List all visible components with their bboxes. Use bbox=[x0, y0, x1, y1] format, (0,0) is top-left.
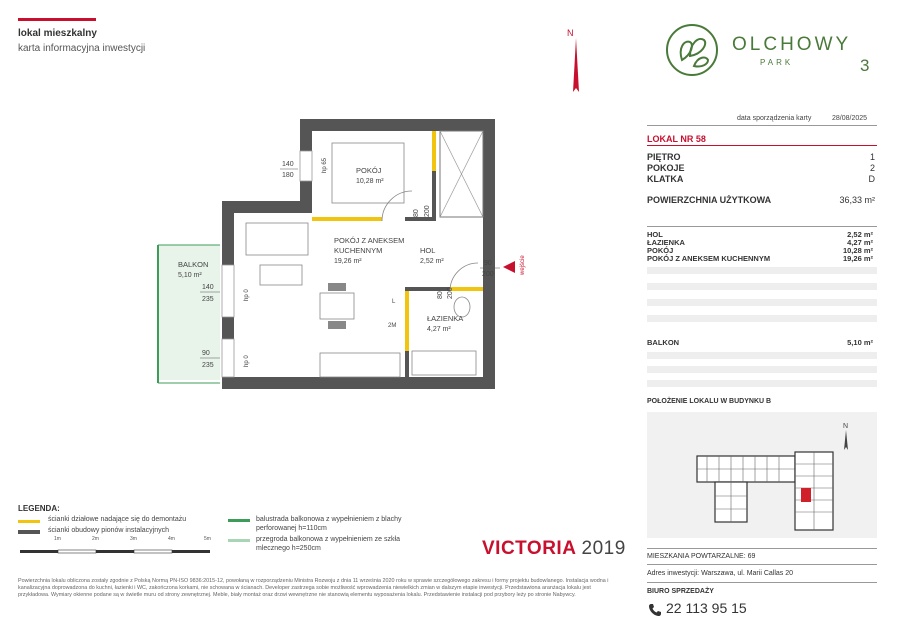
empty-row bbox=[647, 380, 877, 387]
svg-text:KUCHENNYM: KUCHENNYM bbox=[334, 246, 383, 255]
svg-text:4,27 m²: 4,27 m² bbox=[427, 326, 451, 333]
divider bbox=[647, 125, 877, 126]
summary-row-balkon: BALKON 5,10 m² bbox=[647, 338, 873, 347]
info-row-pokoje: POKOJE 2 bbox=[647, 163, 875, 173]
unit-title-underline bbox=[647, 145, 877, 146]
svg-text:180: 180 bbox=[282, 172, 294, 179]
repeat-divider bbox=[647, 548, 877, 549]
summary-row-hol: HOL 2,52 m² bbox=[647, 230, 873, 239]
map-north-label: N bbox=[843, 423, 849, 430]
empty-row bbox=[647, 315, 877, 322]
north-label: N bbox=[567, 28, 574, 38]
legend-swatch-dark bbox=[18, 530, 40, 534]
logo bbox=[664, 22, 884, 82]
summary-row-aneks: POKÓJ Z ANEKSEM KUCHENNYM 19,26 m² bbox=[647, 254, 873, 263]
legend-item: ścianki działowe nadające się do demontażu bbox=[48, 516, 187, 523]
sales-phone[interactable]: 22 113 95 15 bbox=[666, 600, 747, 616]
info-row-pietro: PIĘTRO 1 bbox=[647, 152, 875, 162]
svg-text:235: 235 bbox=[202, 362, 214, 369]
svg-text:90: 90 bbox=[202, 350, 210, 357]
empty-row bbox=[647, 299, 877, 306]
svg-text:80: 80 bbox=[437, 291, 444, 299]
logo-sub: PARK bbox=[760, 58, 794, 67]
repeat-count: MIESZKANIA POWTARZALNE: 69 bbox=[647, 553, 756, 560]
page-title: lokal mieszkalny bbox=[18, 28, 97, 39]
logo-number: 3 bbox=[860, 56, 870, 75]
svg-text:19,26 m²: 19,26 m² bbox=[334, 258, 362, 265]
developer-logo bbox=[482, 538, 626, 560]
entry-label: wejście bbox=[520, 255, 526, 275]
svg-text:10,28 m²: 10,28 m² bbox=[356, 178, 384, 185]
logo-name: OLCHOWY bbox=[732, 34, 852, 55]
header-accent-bar bbox=[18, 18, 96, 21]
phone-icon bbox=[648, 603, 662, 617]
empty-row bbox=[647, 366, 877, 373]
svg-text:2,52 m²: 2,52 m² bbox=[420, 258, 444, 265]
olive-leaf-logo-icon bbox=[664, 22, 720, 78]
date-label: data sporządzenia karty bbox=[737, 115, 812, 122]
rooms-divider bbox=[647, 226, 877, 227]
summary-row-pokoj: POKÓJ 10,28 m² bbox=[647, 246, 873, 255]
summary-row-lazienka: ŁAZIENKA 4,27 m² bbox=[647, 238, 873, 247]
scale-bar bbox=[18, 544, 218, 552]
empty-row bbox=[647, 352, 877, 359]
empty-row bbox=[647, 283, 877, 290]
sales-divider bbox=[647, 582, 877, 583]
legend-item: balustrada balkonowa z wypełnieniem z blachy perforowanej h=110cm bbox=[256, 516, 402, 532]
scale-label: 5m bbox=[204, 536, 211, 542]
page-subtitle: karta informacyjna inwestycji bbox=[18, 43, 146, 54]
svg-text:hp 65: hp 65 bbox=[322, 157, 328, 173]
developer-name: VICTORIA bbox=[482, 538, 576, 559]
svg-text:hp 0: hp 0 bbox=[244, 355, 250, 367]
date-value: 28/08/2025 bbox=[832, 115, 868, 122]
scale-label: 2m bbox=[92, 536, 99, 542]
north-arrow bbox=[566, 26, 586, 96]
developer-year: 2019 bbox=[581, 538, 626, 559]
info-row-area: POWIERZCHNIA UŻYTKOWA 36,33 m² bbox=[647, 195, 875, 205]
svg-text:POKÓJ: POKÓJ bbox=[356, 166, 382, 175]
legend-swatch-yellow bbox=[18, 520, 40, 523]
svg-text:200: 200 bbox=[447, 287, 454, 299]
svg-text:ŁAZIENKA: ŁAZIENKA bbox=[427, 314, 464, 323]
location-title: POŁOŻENIE LOKALU W BUDYNKU B bbox=[647, 398, 772, 405]
svg-text:90: 90 bbox=[484, 260, 492, 267]
svg-text:5,10 m²: 5,10 m² bbox=[178, 272, 202, 279]
location-map bbox=[647, 412, 877, 538]
svg-text:140: 140 bbox=[202, 284, 214, 291]
scale-label: 1m bbox=[54, 536, 61, 542]
svg-text:hp 0: hp 0 bbox=[244, 289, 250, 301]
svg-text:235: 235 bbox=[202, 296, 214, 303]
scale-label: 4m bbox=[168, 536, 175, 542]
svg-text:BALKON: BALKON bbox=[178, 260, 209, 269]
unit-highlight bbox=[801, 488, 811, 502]
legend-swatch-green bbox=[228, 519, 250, 522]
svg-text:200: 200 bbox=[482, 271, 494, 278]
svg-text:80: 80 bbox=[413, 209, 420, 217]
unit-title: LOKAL NR 58 bbox=[647, 134, 706, 144]
scale-label: 3m bbox=[130, 536, 137, 542]
svg-text:140: 140 bbox=[282, 161, 294, 168]
legend-item: przegroda balkonowa z wypełnieniem ze szkła mlecznego h=250cm bbox=[256, 536, 400, 552]
svg-text:200: 200 bbox=[424, 205, 431, 217]
svg-text:L: L bbox=[392, 299, 396, 305]
floor-plan bbox=[150, 115, 570, 395]
legend-item: ścianki obudowy pionów instalacyjnych bbox=[48, 527, 170, 534]
legend-swatch-glass bbox=[228, 539, 250, 542]
empty-row bbox=[647, 267, 877, 274]
info-row-klatka: KLATKA D bbox=[647, 174, 875, 184]
legend-title: LEGENDA: bbox=[18, 504, 60, 513]
svg-text:HOL: HOL bbox=[420, 246, 436, 255]
address-divider bbox=[647, 564, 877, 565]
sales-title: BIURO SPRZEDAŻY bbox=[647, 588, 714, 595]
svg-text:2M: 2M bbox=[388, 323, 397, 329]
svg-text:POKÓJ Z ANEKSEM: POKÓJ Z ANEKSEM bbox=[334, 236, 405, 245]
disclaimer: Powierzchnia lokalu obliczona zostały zgodnie z Polską Normą PN-ISO 9836:2015-12, powołaną w rozporządzeniu Ministra Rozwoju z dnia 11 września 2020 roku w sprawie szczegółowego zakresu i formy projektu budowlanego. Instalacja wodna i kanalizacyjna doprowadzona do kuchni, łazienki i WC, zakończona korkami, nie schowana w ścianach. Developer zastrzega sobie możliwość wprowadzenia niewielkich zmian w dalszym etapie inwestycji. Przedstawiona aranżacja lokalu jest przykładowa. Wymiary okienne podane są w świetle muru od strony zewnętrznej. Meble, biały montaż oraz drzwi wewnętrzne nie stanowią elementu wyposażenia lokalu. Przedstawienie instalacji pod przybory leży po stronie Nabywcy. bbox=[18, 578, 609, 598]
address: Adres inwestycji: Warszawa, ul. Marii Callas 20 bbox=[647, 570, 794, 577]
